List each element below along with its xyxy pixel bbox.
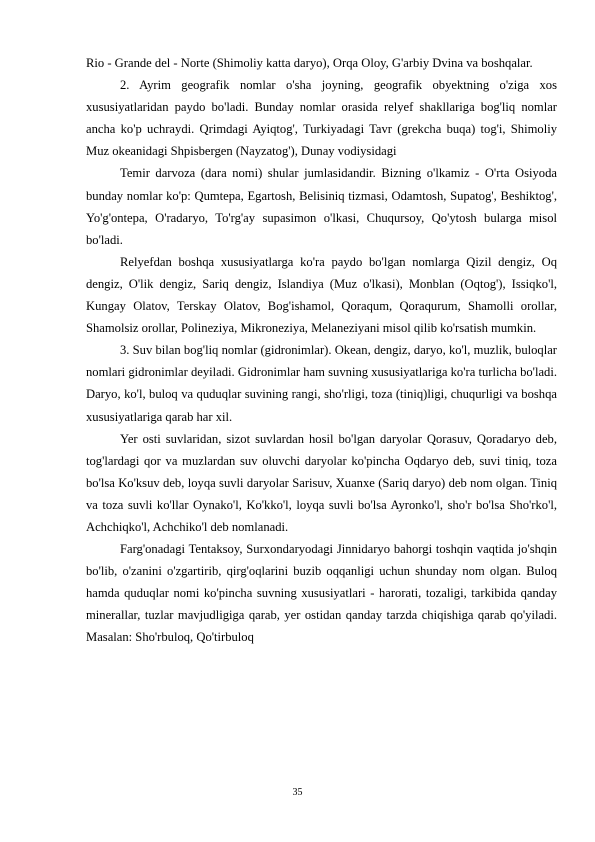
- paragraph-4: Relyefdan boshqa xususiyatlarga ko'ra paydo bo'lgan nomlarga Qizil dengiz, Oq dengiz, O'lik dengiz, Sariq dengiz, Islandiya (Muz o'lkasi), Monblan (Oqtog'), Issiqko'l, Kungay Olatov, Terskay Olatov, Bog'ishamol, Qoraqum, Qoraqurum, Shamolli orollar, Shamolsiz orollar, Polineziya, Mikroneziya, Melaneziyani misol qilib ko'rsatish mumkin.: [86, 254, 557, 336]
- page-number: 35: [292, 787, 303, 798]
- paragraph-5: 3. Suv bilan bog'liq nomlar (gidronimlar). Okean, dengiz, daryo, ko'l, muzlik, buloqlar nomlari gidronimlar deyiladi. Gidronimlar ham suvning xususiyatlariga ko'ra turlicha bo'ladi. Daryo, ko'l, buloq va quduqlar suvining rangi, sho'rligi, toza (tiniq)ligi, chuqurligi va boshqa xususiyatlariga qarab har xil.: [86, 343, 557, 424]
- paragraph-2: 2. Ayrim geografik nomlar o'sha joyning, geografik obyektning o'ziga xos xususiyatlaridan paydo bo'ladi. Bunday nomlar orasida relyef shakllariga bog'liq nomlar ancha ko'p uchraydi. Qrimdagi Ayiqtog', Turkiyadagi Tavr (grekcha buqa) tog'i, Shimoliy Muz okeanidagi Shpisbergen (Nayzatog'), Dunay vodiysidagi: [86, 78, 557, 159]
- paragraph-7: Farg'onadagi Tentaksoy, Surxondaryodagi Jinnidaryo bahorgi toshqin vaqtida jo'shqin bo'lib, o'zanini o'zgartirib, qirg'oqlarini buzib oqqanligi uchun shunday nom olgan. Buloq hamda quduqlar nomi ko'pincha suvning xususiyatlari - harorati, tozaligi, tarkibida qanday minerallar, tuzlar mavjudligiga qarab, yer ostidan qanday tarzda chiqishiga qarab qo'yiladi. Masalan: Sho'rbuloq, Qo'tirbuloq: [86, 542, 557, 645]
- paragraph-3: Temir darvoza (dara nomi) shular jumlasidandir. Bizning o'lkamiz - O'rta Osiyoda bunday nomlar ko'p: Qumtepa, Egartosh, Belisiniq tizmasi, Odamtosh, Supatog', Beshiktog', Yo'g'ontepa, O'radaryo, To'rg'ay supasimon o'lkasi, Chuqursoy, Qo'ytosh bularga misol bo'ladi.: [86, 166, 557, 247]
- paragraph-1: Rio - Grande del - Norte (Shimoliy katta daryo), Orqa Oloy, G'arbiy Dvina va boshqalar.: [86, 56, 533, 70]
- page-body: [86, 52, 557, 649]
- paragraph-6: Yer osti suvlaridan, sizot suvlardan hosil bo'lgan daryolar Qorasuv, Qoradaryo deb, tog'lardagi qor va muzlardan suv oluvchi daryolar ko'pincha Oqdaryo deb, suvi tiniq, toza bo'lsa Ko'ksuv deb, loyqa suvli daryolar Sarisuv, Xuanxe (Sariq daryo) deb nom olgan. Tiniq va toza suvli ko'llar Oynako'l, Ko'kko'l, loyqa suvli bo'lsa Ayronko'l, sho'r bo'lsa Sho'rko'l, Achchiqko'l, Achchiko'l deb nomlanadi.: [86, 431, 557, 534]
